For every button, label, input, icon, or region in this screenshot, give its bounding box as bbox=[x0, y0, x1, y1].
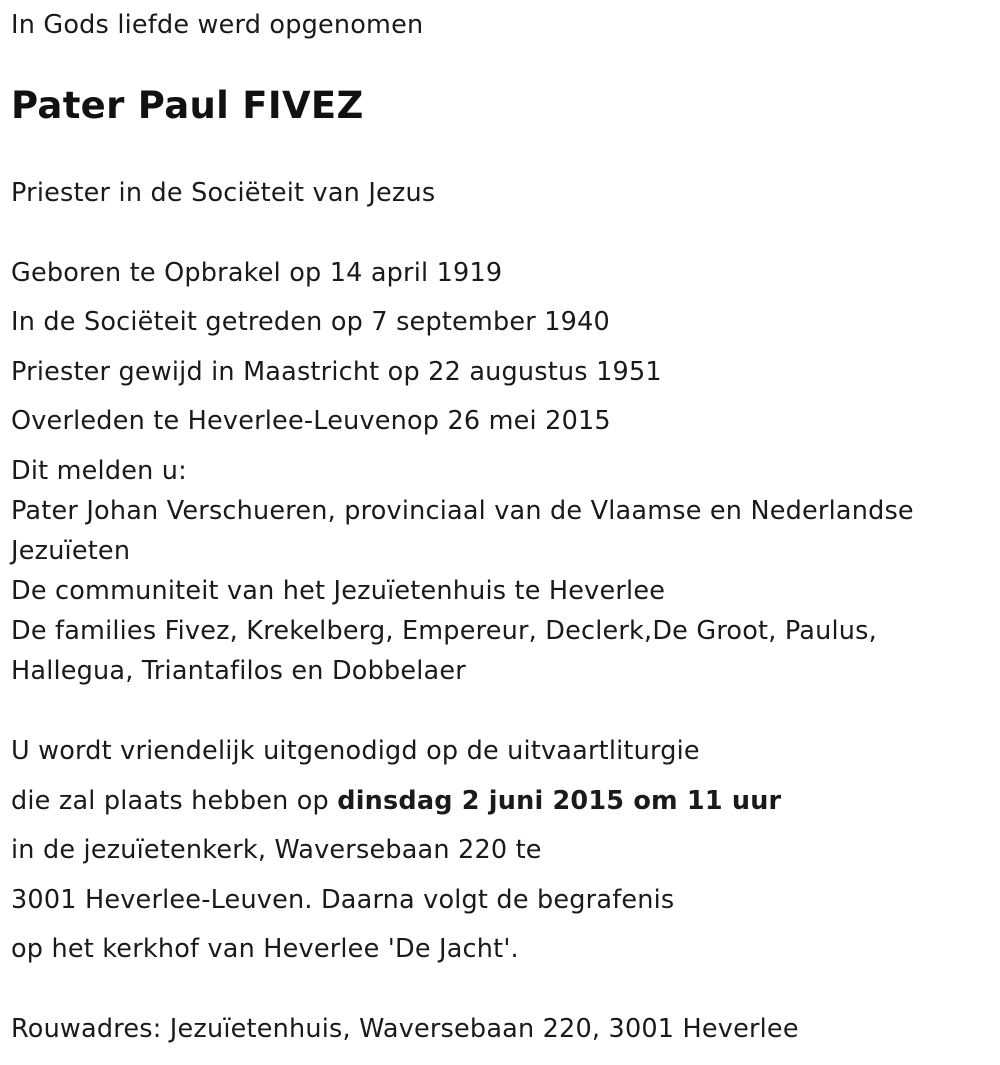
role-text: Priester in de Sociëteit van Jezus bbox=[11, 178, 436, 208]
birth-text: Geboren te Opbrakel op 14 april 1919 bbox=[11, 258, 503, 288]
invitation-line-3: in de jezuïetenkerk, Waversebaan 220 te bbox=[11, 835, 542, 865]
mourning-address: Rouwadres: Jezuïetenhuis, Waversebaan 220, 3001 Heverlee bbox=[11, 1014, 799, 1044]
announcer-community: De communiteit van het Jezuïetenhuis te Heverlee bbox=[11, 576, 666, 606]
death-text: Overleden te Heverlee-Leuvenop 26 mei 2015 bbox=[11, 406, 611, 436]
intro-text: In Gods liefde werd opgenomen bbox=[11, 10, 424, 40]
entered-society-text: In de Sociëteit getreden op 7 september 1940 bbox=[11, 307, 610, 337]
invitation-line-4: 3001 Heverlee-Leuven. Daarna volgt de begrafenis bbox=[11, 885, 675, 915]
ordination-text: Priester gewijd in Maastricht op 22 augustus 1951 bbox=[11, 357, 662, 387]
invitation-line-2 bbox=[11, 781, 781, 821]
deceased-name: Pater Paul FIVEZ bbox=[11, 84, 364, 127]
announce-label: Dit melden u: bbox=[11, 456, 187, 486]
invitation-line-2-prefix: die zal plaats hebben op bbox=[11, 786, 338, 816]
announcer-provincial: Pater Johan Verschueren, provinciaal van de Vlaamse en Nederlandse Jezuïeten bbox=[11, 496, 914, 566]
invitation-line-5: op het kerkhof van Heverlee 'De Jacht'. bbox=[11, 934, 519, 964]
invitation-line-1: U wordt vriendelijk uitgenodigd op de uitvaartliturgie bbox=[11, 736, 700, 766]
funeral-date-time: dinsdag 2 juni 2015 om 11 uur bbox=[337, 786, 782, 816]
announcer-families: De families Fivez, Krekelberg, Empereur, Declerk,De Groot, Paulus, Hallegua, Triantafilos en Dobbelaer bbox=[11, 616, 877, 686]
